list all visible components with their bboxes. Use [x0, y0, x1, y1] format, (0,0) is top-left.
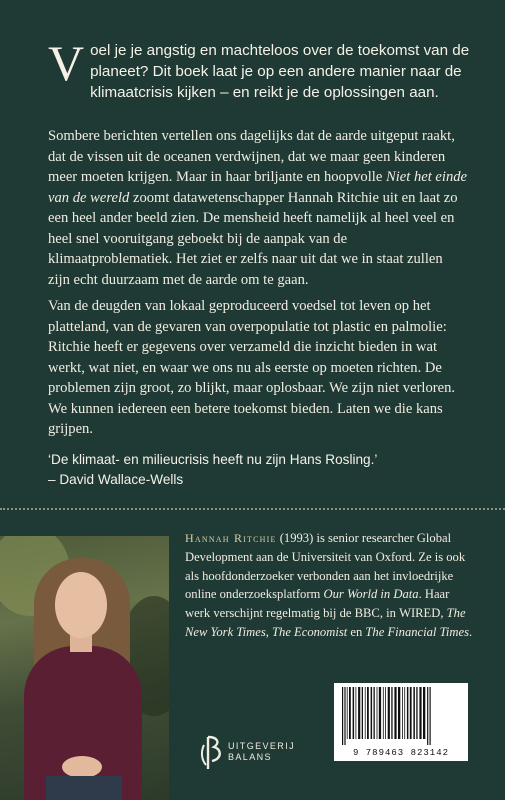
publisher-name	[228, 741, 295, 763]
barcode-bar	[388, 687, 390, 739]
publisher-logo-icon	[200, 733, 224, 773]
author-bio	[185, 529, 475, 642]
barcode-bar	[410, 687, 412, 739]
barcode-bar	[377, 687, 378, 739]
barcode-bar	[416, 687, 417, 739]
blurb-quote	[48, 450, 468, 490]
barcode-bar	[419, 687, 421, 739]
barcode-bar	[347, 687, 348, 739]
barcode-bar	[394, 687, 396, 739]
barcode-bar	[371, 687, 373, 739]
barcode-bar	[383, 687, 384, 739]
barcode-bar	[367, 687, 369, 739]
barcode-bar	[413, 687, 415, 739]
barcode-bar	[407, 687, 409, 739]
paragraph-text: zoomt datawetenschapper Hannah Ritchie uit en laat zo een heel ander beeld zien. De mensheid heeft namelijk al heel veel en heel snel vooruitgang geboekt bij de aanpak van de klimaatproblematiek. Het ziet er zelfs naar uit dat we in staat zullen zijn echt duurzaam met de aarde om te gaan.	[48, 189, 458, 288]
isbn-number: 9 789463 823142	[352, 748, 449, 758]
barcode-bar	[349, 687, 351, 739]
bio-text: (1993) is senior researcher Global Development aan de Universiteit van Oxford. Ze is ook als hoofdonderzoeker verbonden aan het invloedrijke online onderzoeksplatform	[185, 531, 466, 602]
barcode-bar	[342, 687, 343, 745]
barcode-bar	[358, 687, 360, 739]
quote-text: ‘De klimaat- en milieucrisis heeft nu zijn Hans Rosling.’	[48, 452, 378, 467]
bbc-name: BBC	[354, 606, 380, 621]
book-title: Niet het einde van de wereld	[48, 169, 468, 206]
nyt-name: The New York Times	[185, 606, 466, 639]
economist-name: The Economist	[272, 624, 348, 639]
bio-text: en	[347, 624, 366, 639]
barcode-bar	[423, 687, 425, 739]
barcode-bar	[430, 687, 431, 745]
author-photo	[0, 536, 169, 800]
barcode-label	[334, 683, 468, 761]
barcode-bar	[404, 687, 405, 739]
barcode-bar	[353, 687, 355, 739]
barcode-bar	[402, 687, 403, 739]
barcode-bar	[356, 687, 357, 739]
bio-text: , in	[379, 606, 400, 621]
bio-text: ,	[440, 606, 447, 621]
bio-text: . Haar werk verschijnt regelmatig bij de	[185, 587, 450, 621]
barcode-bar	[427, 687, 428, 745]
dotted-divider	[0, 508, 505, 510]
body-paragraph-1	[48, 126, 468, 290]
barcode	[340, 687, 462, 745]
barcode-bar	[362, 687, 363, 739]
body-paragraph-2: Van de deugden van lokaal geproduceerd voedsel tot leven op het platteland, van de gevaren van overpopulatie tot plastic en palmolie: Ritchie heeft er gegevens over verzameld die inzicht bieden in wat werkt, wat niet, en waar we ons nu als eerste op moeten richten. De problemen zijn groot, zo blijkt, maar oplosbaar. We zijn niet verloren. We kunnen iedereen een betere toekomst bieden. Laten we die kans grijpen.	[48, 298, 456, 437]
intro-paragraph	[48, 35, 473, 103]
paragraph-text: Sombere berichten vertellen ons dagelijks dat de aarde uitgeput raakt, dat de vissen uit de oceanen verdwijnen, dat we maar geen kinderen meer moeten krijgen. Maar in haar briljante en hoopvolle	[48, 128, 455, 185]
ft-name: The Financial Times	[365, 624, 469, 639]
barcode-bar	[365, 687, 366, 739]
publisher-line-1: UITGEVERIJ	[228, 741, 296, 751]
wired-name: WIRED	[399, 606, 441, 621]
platform-name: Our World in Data	[323, 587, 419, 602]
barcode-bar	[374, 687, 375, 739]
bio-text: .	[468, 624, 473, 639]
barcode-bar	[398, 687, 400, 739]
author-name: Hannah Ritchie	[185, 531, 277, 545]
publisher-line-2: BALANS	[228, 752, 272, 762]
intro-text: oel je je angstig en machteloos over de toekomst van de planeet? Dit boek laat je op een andere manier naar de klimaatcrisis kijken – en reikt je de oplossingen aan.	[90, 42, 470, 101]
barcode-bar	[344, 687, 345, 745]
barcode-bar	[379, 687, 381, 739]
barcode-bar	[391, 687, 392, 739]
drop-cap: V	[48, 35, 85, 91]
barcode-bar	[385, 687, 386, 739]
quote-attribution: – David Wallace-Wells	[48, 472, 184, 487]
bio-text: ,	[265, 624, 273, 639]
